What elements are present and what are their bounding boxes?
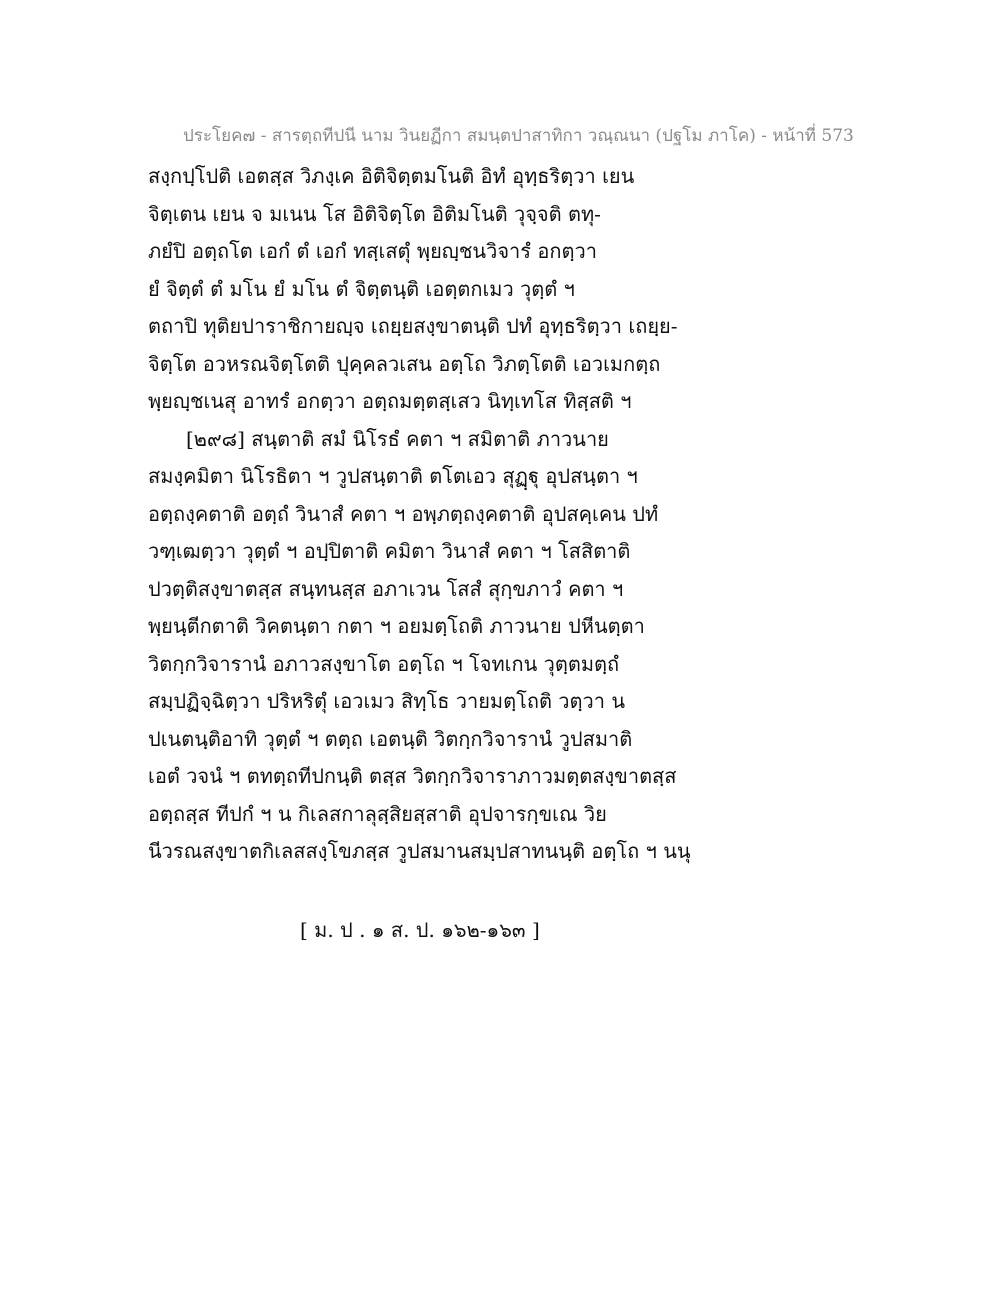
text-line: เอตํ วจนํ ฯ ตทตฺถทีปกนฺติ ตสฺส วิตกฺกวิจาราภาวมตฺตสงฺขาตสฺส xyxy=(148,764,677,788)
text-line: อตฺถงฺคตาติ อตฺถํ วินาสํ คตา ฯ อพฺภตฺถงฺคตาติ อุปสคฺเคน ปทํ xyxy=(148,501,659,526)
text-line: นีวรณสงฺขาตกิเลสสงฺโขภสฺส วูปสมานสมฺปสาทนนฺติ อตฺโถ ฯ นนุ xyxy=(148,839,691,863)
text-line: ภยํปิ อตฺถโต เอกํ ตํ เอกํ ทสฺเสตุํ พฺยญฺชนวิจารํ อกตฺวา xyxy=(148,239,597,263)
text-line: สงฺกปฺโปติ เอตสฺส วิภงฺเค อิติจิตฺตมโนติ อิทํ อุทฺธริตฺวา เยน xyxy=(148,164,635,188)
body-text xyxy=(148,158,708,871)
text-line: อตฺถสฺส ทีปกํ ฯ น กิเลสกาลุสฺสิยสฺสาติ อุปจารกฺขเณ วิย xyxy=(148,801,607,826)
text-line: พฺยนฺตีกตาติ วิคตนฺตา กตา ฯ อยมตฺโถติ ภาวนาย ปหีนตฺตา xyxy=(148,614,645,638)
text-line: ตถาปิ ทุติยปาราชิกายญฺจ เถยฺยสงฺขาตนฺติ ปทํ อุทฺธริตฺวา เถยฺย- xyxy=(148,314,678,338)
page-header: ประโยค๗ - สารตฺถทีปนี นาม วินยฏีกา สมนฺตปาสาทิกา วณฺณนา (ปฐโม ภาโค) - หน้าที่ 573 xyxy=(183,126,854,146)
text-line: วฑฺเฒตฺวา วุตฺตํ ฯ อปฺปิตาติ คมิตา วินาสํ คตา ฯ โสสิตาติ xyxy=(148,539,631,563)
text-line: จิตฺโต อวหรณจิตฺโตติ ปุคฺคลวเสน อตฺโถ วิภตฺโตติ เอวเมกตฺถ xyxy=(148,351,661,376)
text-line: ปเนตนฺติอาทิ วุตฺตํ ฯ ตตฺถ เอตนฺติ วิตกฺกวิจารานํ วูปสมาติ xyxy=(148,726,633,751)
paragraph-start-line: [๒๙๘] สนฺตาติ สมํ นิโรธํ คตา ฯ สมิตาติ ภาวนาย xyxy=(186,426,609,451)
text-line: ยํ จิตฺตํ ตํ มโน ยํ มโน ตํ จิตฺตนฺติ เอตฺตกเมว วุตฺตํ ฯ xyxy=(148,276,575,301)
text-line: สมฺปฏิจฺฉิตฺวา ปริหริตุํ เอวเมว สิทฺโธ วายมตฺโถติ วตฺวา น xyxy=(148,689,626,713)
text-line: สมงฺคมิตา นิโรธิตา ฯ วูปสนฺตาติ ตโตเอว สุฏฺฐุ อุปสนฺตา ฯ xyxy=(148,464,638,488)
text-line: วิตกฺกวิจารานํ อภาวสงฺขาโต อตฺโถ ฯ โจทเกน วุตฺตมตฺถํ xyxy=(148,651,620,676)
text-line: จิตฺเตน เยน จ มเนน โส อิติจิตฺโต อิติมโนติ วุจฺจติ ตทุ- xyxy=(148,201,601,226)
source-reference: [ ม. ป . ๑ ส. ป. ๑๖๒-๑๖๓ ] xyxy=(300,918,540,942)
text-line: ปวตฺติสงฺขาตสฺส สนฺทนสฺส อภาเวน โสสํ สุกฺขภาวํ คตา ฯ xyxy=(148,576,624,601)
text-line: พฺยญฺชเนสุ อาทรํ อกตฺวา อตฺถมตฺตสฺเสว นิทฺเทโส ทิสฺสติ ฯ xyxy=(148,389,632,413)
